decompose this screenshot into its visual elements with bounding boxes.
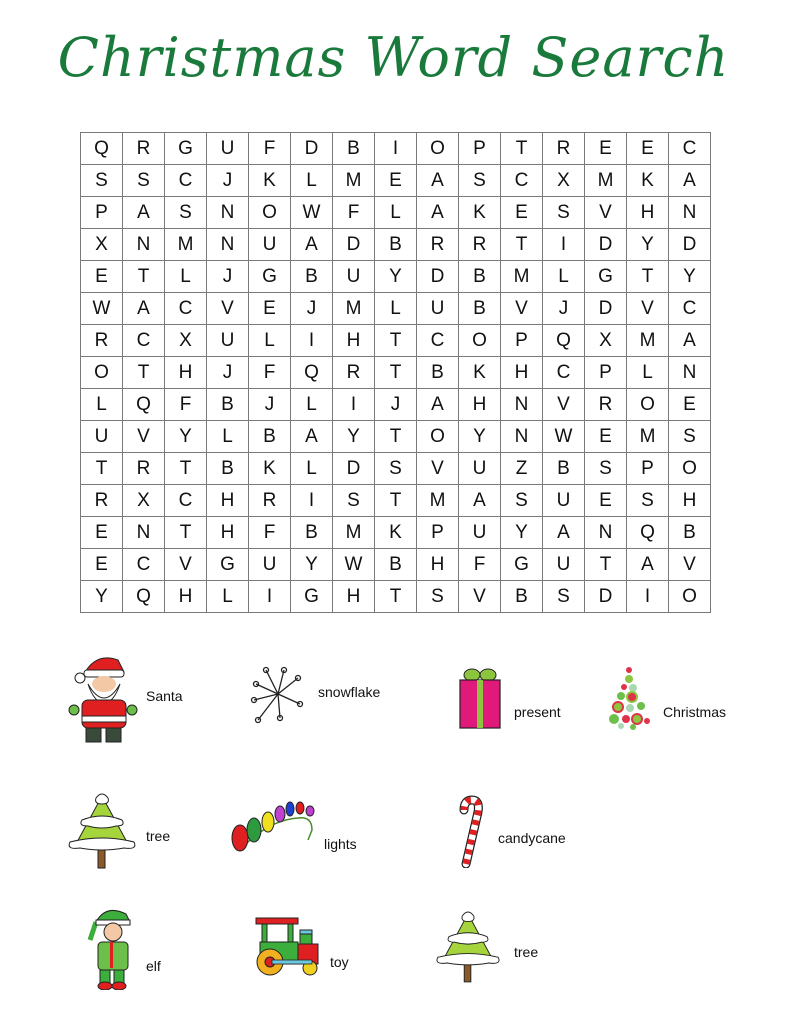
grid-cell: O xyxy=(459,325,501,357)
grid-cell: C xyxy=(669,133,711,165)
grid-cell: D xyxy=(417,261,459,293)
grid-cell: W xyxy=(81,293,123,325)
grid-cell: J xyxy=(207,357,249,389)
grid-cell: N xyxy=(123,517,165,549)
grid-cell: B xyxy=(207,453,249,485)
grid-cell: U xyxy=(249,229,291,261)
page-title: Christmas Word Search xyxy=(57,26,730,89)
grid-cell: H xyxy=(165,581,207,613)
grid-cell: A xyxy=(417,165,459,197)
grid-cell: Y xyxy=(375,261,417,293)
grid-cell: Y xyxy=(81,581,123,613)
grid-cell: J xyxy=(249,389,291,421)
grid-cell: L xyxy=(81,389,123,421)
grid-cell: V xyxy=(123,421,165,453)
word-label: toy xyxy=(330,954,349,970)
grid-cell: B xyxy=(291,261,333,293)
grid-cell: V xyxy=(165,549,207,581)
christmas-lights-icon xyxy=(228,800,318,860)
grid-cell: S xyxy=(585,453,627,485)
grid-cell: I xyxy=(627,581,669,613)
snowy-tree-icon xyxy=(66,790,138,870)
grid-cell: T xyxy=(81,453,123,485)
grid-cell: L xyxy=(207,421,249,453)
grid-cell: P xyxy=(459,133,501,165)
grid-cell: F xyxy=(249,357,291,389)
grid-cell: V xyxy=(669,549,711,581)
grid-cell: N xyxy=(501,421,543,453)
grid-cell: G xyxy=(165,133,207,165)
grid-cell: F xyxy=(249,517,291,549)
grid-cell: T xyxy=(585,549,627,581)
grid-cell: C xyxy=(165,293,207,325)
grid-cell: B xyxy=(333,133,375,165)
grid-cell: V xyxy=(585,197,627,229)
grid-cell: U xyxy=(333,261,375,293)
grid-cell: H xyxy=(669,485,711,517)
grid-cell: T xyxy=(627,261,669,293)
grid-cell: T xyxy=(375,485,417,517)
grid-cell: T xyxy=(375,325,417,357)
grid-cell: O xyxy=(627,389,669,421)
grid-cell: B xyxy=(459,293,501,325)
grid-cell: T xyxy=(165,517,207,549)
word-label: tree xyxy=(514,944,539,960)
grid-cell: M xyxy=(501,261,543,293)
grid-cell: M xyxy=(165,229,207,261)
grid-cell: N xyxy=(207,229,249,261)
grid-cell: E xyxy=(375,165,417,197)
grid-cell: E xyxy=(249,293,291,325)
grid-row xyxy=(81,389,711,421)
grid-cell: U xyxy=(543,549,585,581)
grid-row xyxy=(81,581,711,613)
grid-cell: D xyxy=(333,229,375,261)
grid-cell: C xyxy=(417,325,459,357)
christmas-tree-ornament-icon xyxy=(606,666,652,730)
grid-row xyxy=(81,485,711,517)
grid-cell: E xyxy=(501,197,543,229)
grid-cell: C xyxy=(165,485,207,517)
grid-cell: R xyxy=(123,133,165,165)
grid-cell: G xyxy=(501,549,543,581)
grid-cell: L xyxy=(375,197,417,229)
grid-cell: U xyxy=(81,421,123,453)
grid-cell: A xyxy=(291,229,333,261)
grid-cell: C xyxy=(669,293,711,325)
grid-cell: E xyxy=(585,485,627,517)
grid-cell: A xyxy=(669,325,711,357)
grid-cell: C xyxy=(543,357,585,389)
grid-cell: C xyxy=(123,325,165,357)
grid-cell: V xyxy=(501,293,543,325)
grid-cell: T xyxy=(375,421,417,453)
grid-cell: H xyxy=(627,197,669,229)
grid-cell: L xyxy=(291,165,333,197)
word-label: tree xyxy=(146,828,171,844)
grid-cell: I xyxy=(543,229,585,261)
grid-cell: Y xyxy=(333,421,375,453)
grid-cell: O xyxy=(81,357,123,389)
grid-row xyxy=(81,197,711,229)
grid-cell: B xyxy=(375,549,417,581)
grid-cell: U xyxy=(249,549,291,581)
grid-cell: N xyxy=(669,197,711,229)
grid-cell: S xyxy=(81,165,123,197)
grid-cell: M xyxy=(333,517,375,549)
grid-cell: J xyxy=(291,293,333,325)
grid-cell: L xyxy=(249,325,291,357)
grid-cell: O xyxy=(669,453,711,485)
grid-cell: M xyxy=(585,165,627,197)
grid-cell: S xyxy=(123,165,165,197)
grid-cell: Q xyxy=(543,325,585,357)
grid-cell: A xyxy=(669,165,711,197)
grid-row xyxy=(81,357,711,389)
grid-cell: H xyxy=(459,389,501,421)
grid-cell: U xyxy=(207,133,249,165)
grid-cell: T xyxy=(501,133,543,165)
grid-cell: B xyxy=(543,453,585,485)
grid-cell: I xyxy=(249,581,291,613)
grid-cell: T xyxy=(165,453,207,485)
grid-cell: D xyxy=(585,229,627,261)
grid-cell: V xyxy=(417,453,459,485)
grid-cell: X xyxy=(543,165,585,197)
grid-row xyxy=(81,293,711,325)
grid-cell: L xyxy=(165,261,207,293)
grid-cell: R xyxy=(81,325,123,357)
grid-cell: P xyxy=(627,453,669,485)
grid-row xyxy=(81,453,711,485)
grid-cell: A xyxy=(123,197,165,229)
grid-cell: K xyxy=(459,357,501,389)
grid-cell: G xyxy=(291,581,333,613)
grid-cell: W xyxy=(543,421,585,453)
grid-row xyxy=(81,229,711,261)
word-label: snowflake xyxy=(318,684,381,700)
grid-cell: Y xyxy=(627,229,669,261)
grid-cell: U xyxy=(207,325,249,357)
grid-cell: M xyxy=(417,485,459,517)
grid-cell: U xyxy=(417,293,459,325)
grid-cell: L xyxy=(291,389,333,421)
word-label: present xyxy=(514,704,561,720)
grid-cell: R xyxy=(543,133,585,165)
grid-cell: V xyxy=(459,581,501,613)
santa-icon xyxy=(66,652,140,744)
grid-cell: M xyxy=(333,293,375,325)
grid-row xyxy=(81,421,711,453)
grid-cell: M xyxy=(627,325,669,357)
grid-cell: H xyxy=(207,485,249,517)
grid-cell: S xyxy=(165,197,207,229)
grid-cell: A xyxy=(543,517,585,549)
grid-cell: P xyxy=(417,517,459,549)
grid-cell: C xyxy=(165,165,207,197)
grid-cell: Z xyxy=(501,453,543,485)
grid-cell: N xyxy=(585,517,627,549)
word-label: lights xyxy=(324,836,357,852)
grid-cell: D xyxy=(669,229,711,261)
snowy-tree-icon xyxy=(434,906,502,986)
grid-cell: J xyxy=(543,293,585,325)
grid-cell: B xyxy=(207,389,249,421)
grid-cell: A xyxy=(417,197,459,229)
grid-cell: K xyxy=(627,165,669,197)
toy-train-icon xyxy=(252,916,324,978)
grid-cell: L xyxy=(627,357,669,389)
grid-cell: K xyxy=(249,165,291,197)
grid-cell: Q xyxy=(123,581,165,613)
elf-icon xyxy=(86,904,136,990)
grid-cell: B xyxy=(669,517,711,549)
grid-row xyxy=(81,549,711,581)
grid-cell: T xyxy=(123,261,165,293)
word-label: candycane xyxy=(498,830,566,846)
grid-cell: I xyxy=(333,389,375,421)
grid-cell: D xyxy=(291,133,333,165)
grid-cell: A xyxy=(291,421,333,453)
grid-cell: L xyxy=(543,261,585,293)
grid-cell: S xyxy=(543,581,585,613)
grid-cell: N xyxy=(207,197,249,229)
grid-cell: X xyxy=(585,325,627,357)
grid-cell: U xyxy=(459,517,501,549)
grid-cell: P xyxy=(585,357,627,389)
grid-cell: C xyxy=(123,549,165,581)
grid-cell: E xyxy=(585,421,627,453)
grid-cell: S xyxy=(543,197,585,229)
word-label: Santa xyxy=(146,688,183,704)
grid-cell: T xyxy=(375,581,417,613)
grid-cell: B xyxy=(459,261,501,293)
grid-cell: S xyxy=(669,421,711,453)
grid-cell: Y xyxy=(291,549,333,581)
grid-cell: H xyxy=(165,357,207,389)
grid-cell: R xyxy=(249,485,291,517)
grid-cell: T xyxy=(501,229,543,261)
grid-cell: Y xyxy=(501,517,543,549)
grid-cell: I xyxy=(291,485,333,517)
grid-cell: T xyxy=(375,357,417,389)
grid-cell: R xyxy=(417,229,459,261)
grid-cell: Q xyxy=(291,357,333,389)
grid-cell: K xyxy=(459,197,501,229)
present-icon xyxy=(456,666,504,730)
grid-cell: A xyxy=(627,549,669,581)
word-label: Christmas xyxy=(663,704,727,720)
grid-cell: H xyxy=(417,549,459,581)
grid-cell: E xyxy=(585,133,627,165)
grid-cell: X xyxy=(81,229,123,261)
grid-cell: D xyxy=(333,453,375,485)
grid-row xyxy=(81,325,711,357)
grid-cell: V xyxy=(207,293,249,325)
grid-cell: B xyxy=(417,357,459,389)
grid-cell: G xyxy=(207,549,249,581)
grid-cell: Y xyxy=(669,261,711,293)
grid-cell: B xyxy=(249,421,291,453)
grid-cell: S xyxy=(375,453,417,485)
grid-cell: O xyxy=(669,581,711,613)
grid-row xyxy=(81,261,711,293)
grid-cell: J xyxy=(207,165,249,197)
grid-cell: I xyxy=(375,133,417,165)
grid-cell: F xyxy=(459,549,501,581)
grid-cell: H xyxy=(333,581,375,613)
grid-cell: E xyxy=(81,549,123,581)
grid-cell: G xyxy=(585,261,627,293)
grid-cell: M xyxy=(627,421,669,453)
grid-row xyxy=(81,165,711,197)
grid-cell: R xyxy=(123,453,165,485)
grid-cell: G xyxy=(249,261,291,293)
grid-cell: N xyxy=(501,389,543,421)
grid-row xyxy=(81,517,711,549)
grid-cell: H xyxy=(333,325,375,357)
grid-cell: V xyxy=(627,293,669,325)
grid-cell: R xyxy=(585,389,627,421)
grid-cell: X xyxy=(123,485,165,517)
grid-cell: Q xyxy=(81,133,123,165)
grid-cell: S xyxy=(333,485,375,517)
grid-cell: W xyxy=(291,197,333,229)
grid-cell: X xyxy=(165,325,207,357)
grid-cell: S xyxy=(501,485,543,517)
grid-cell: T xyxy=(123,357,165,389)
grid-cell: O xyxy=(417,421,459,453)
grid-cell: B xyxy=(375,229,417,261)
grid-cell: J xyxy=(207,261,249,293)
grid-cell: E xyxy=(81,517,123,549)
grid-cell: D xyxy=(585,581,627,613)
grid-cell: L xyxy=(375,293,417,325)
grid-cell: P xyxy=(501,325,543,357)
grid-cell: N xyxy=(669,357,711,389)
grid-cell: J xyxy=(375,389,417,421)
grid-cell: R xyxy=(81,485,123,517)
grid-cell: V xyxy=(543,389,585,421)
grid-cell: Q xyxy=(123,389,165,421)
grid-cell: Y xyxy=(165,421,207,453)
grid-cell: B xyxy=(501,581,543,613)
grid-cell: N xyxy=(123,229,165,261)
grid-cell: U xyxy=(543,485,585,517)
grid-cell: B xyxy=(291,517,333,549)
grid-cell: P xyxy=(81,197,123,229)
grid-cell: K xyxy=(249,453,291,485)
grid-cell: O xyxy=(417,133,459,165)
word-search-grid xyxy=(80,132,711,613)
grid-cell: E xyxy=(81,261,123,293)
grid-cell: K xyxy=(375,517,417,549)
grid-cell: U xyxy=(459,453,501,485)
grid-cell: A xyxy=(417,389,459,421)
grid-cell: F xyxy=(249,133,291,165)
grid-cell: E xyxy=(669,389,711,421)
grid-cell: O xyxy=(249,197,291,229)
grid-row xyxy=(81,133,711,165)
grid-cell: A xyxy=(459,485,501,517)
grid-cell: S xyxy=(459,165,501,197)
candy-cane-icon xyxy=(456,792,490,868)
grid-cell: R xyxy=(333,357,375,389)
grid-cell: W xyxy=(333,549,375,581)
grid-cell: S xyxy=(627,485,669,517)
grid-cell: I xyxy=(291,325,333,357)
grid-cell: R xyxy=(459,229,501,261)
grid-cell: H xyxy=(207,517,249,549)
grid-cell: C xyxy=(501,165,543,197)
grid-cell: A xyxy=(123,293,165,325)
word-label: elf xyxy=(146,958,161,974)
grid-cell: Q xyxy=(627,517,669,549)
grid-cell: D xyxy=(585,293,627,325)
grid-cell: M xyxy=(333,165,375,197)
grid-cell: E xyxy=(627,133,669,165)
grid-cell: L xyxy=(291,453,333,485)
grid-cell: H xyxy=(501,357,543,389)
grid-cell: F xyxy=(165,389,207,421)
grid-cell: Y xyxy=(459,421,501,453)
snowflake-icon xyxy=(250,666,306,724)
grid-cell: L xyxy=(207,581,249,613)
grid-cell: S xyxy=(417,581,459,613)
grid-cell: F xyxy=(333,197,375,229)
